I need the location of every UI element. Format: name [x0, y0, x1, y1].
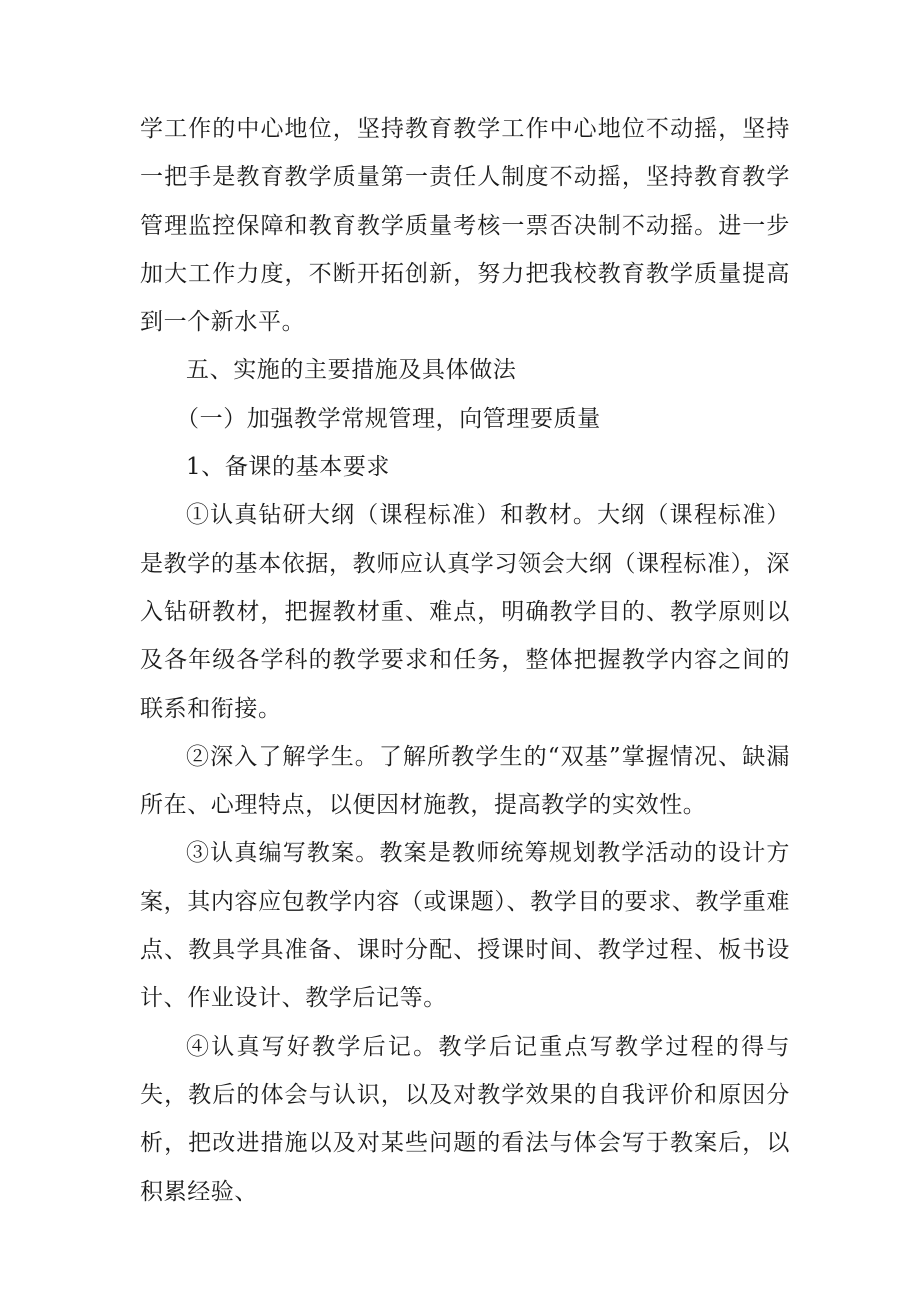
document-body [140, 105, 790, 1216]
section-heading: 五、实施的主要措施及具体做法 [186, 357, 517, 384]
paragraph-item-2: ②深入了解学生。了解所教学生的“双基”掌握情况、缺漏所在、心理特点，以便因材施教，提高教学的实效性。 [140, 743, 790, 819]
item-heading: 1、备课的基本要求 [186, 454, 391, 481]
paragraph-item-1: ①认真钻研大纲（课程标准）和教材。大纲（课程标准）是教学的基本依据，教师应认真学习领会大纲（课程标准），深入钻研教材，把握教材重、难点，明确教学目的、教学原则以及各年级各学科的教学要求和任务，整体把握教学内容之间的联系和衔接。 [140, 502, 790, 722]
paragraph-continuation: 学工作的中心地位，坚持教育教学工作中心地位不动摇，坚持一把手是教育教学质量第一责任人制度不动摇，坚持教育教学管理监控保障和教育教学质量考核一票否决制不动摇。进一步加大工作力度，不断开拓创新，努力把我校教育教学质量提高到一个新水平。 [140, 116, 790, 336]
subsection-heading: （一）加强教学常规管理，向管理要质量 [176, 405, 601, 432]
paragraph-item-4: ④认真写好教学后记。教学后记重点写教学过程的得与失，教后的体会与认识，以及对教学效果的自我评价和原因分析，把改进措施以及对某些问题的看法与体会写于教案后，以积累经验、 [140, 1033, 790, 1205]
paragraph-item-3: ③认真编写教案。教案是教师统筹规划教学活动的设计方案，其内容应包教学内容（或课题）、教学目的要求、教学重难点、教具学具准备、课时分配、授课时间、教学过程、板书设计、作业设计、教学后记等。 [140, 840, 790, 1012]
